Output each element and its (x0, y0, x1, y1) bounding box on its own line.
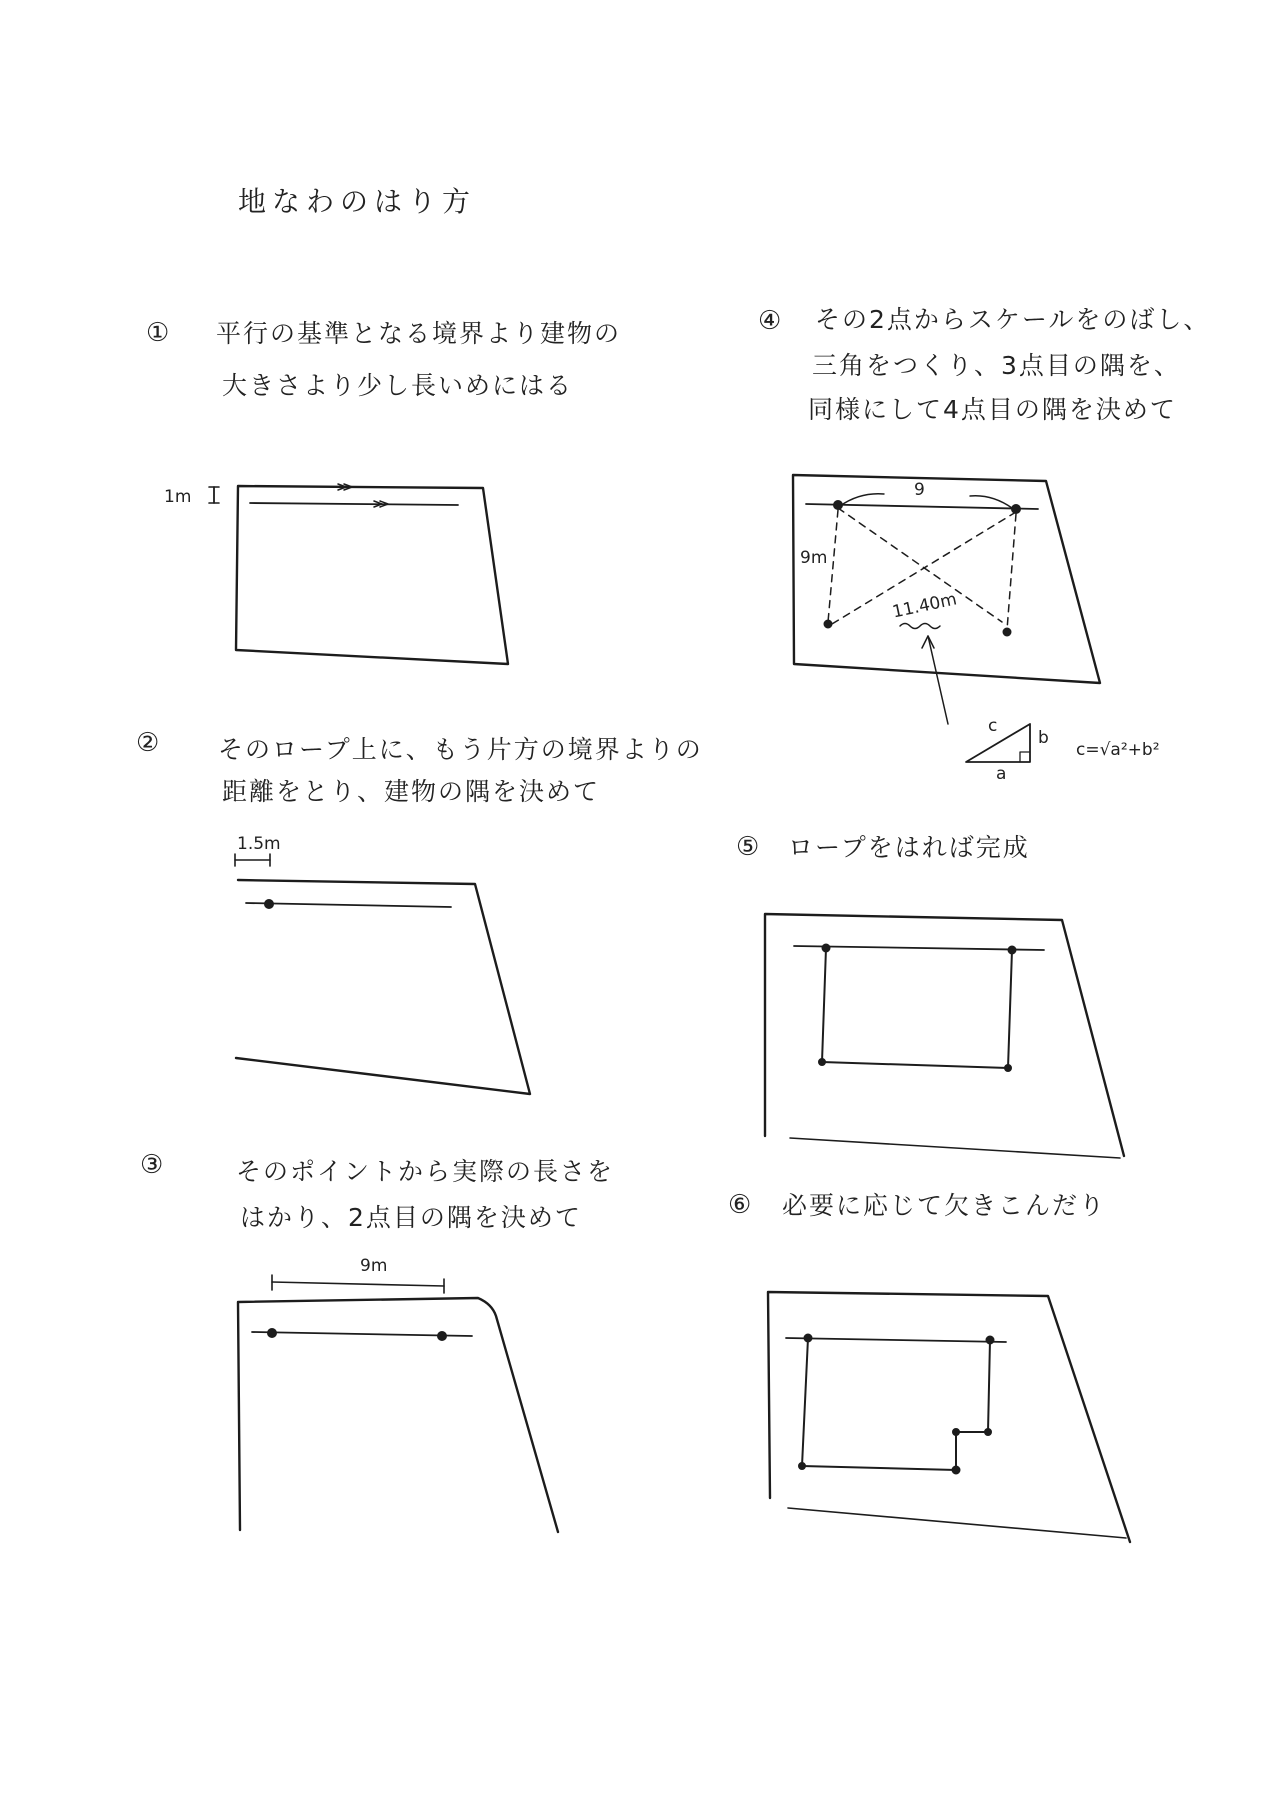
step-3-line-2: はかり、2点目の隅を決めて (240, 1203, 582, 1232)
step-6-number: ⑥ (728, 1190, 754, 1220)
rope-6 (786, 1338, 1006, 1342)
step-4-number: ④ (758, 306, 784, 336)
step-4-side-label: 9m (800, 548, 828, 568)
step-2-line-1: そのロープ上に、もう片方の境界よりの (218, 735, 703, 764)
step-4-line-2: 三角をつくり、3点目の隅を、 (812, 351, 1181, 380)
step-4-diagonal-label: 11.40m (890, 589, 959, 623)
step-1-line-2: 大きさより少し長いめにはる (222, 371, 574, 400)
notched-building-outline-6 (802, 1338, 990, 1470)
step-5-line-1: ロープをはれば完成 (788, 833, 1030, 862)
step-4-line-1: その2点からスケールをのばし、 (815, 305, 1211, 334)
step-1-number: ① (146, 318, 172, 348)
lot-outline-6 (768, 1292, 1130, 1542)
step-3-number: ③ (140, 1150, 166, 1180)
lot-bottom-edge-6 (788, 1508, 1126, 1538)
page-title: 地なわのはり方 (238, 185, 477, 218)
pythagoras-formula: c=√a²+b² (1076, 740, 1160, 760)
step-3-length-label: 9m (360, 1256, 388, 1276)
step-1-offset-label: 1m (164, 487, 192, 507)
step-6-line-1: 必要に応じて欠きこんだり (782, 1191, 1107, 1220)
triangle-label-c: c (988, 716, 998, 736)
step-2-distance-label: 1.5m (237, 834, 281, 854)
step-3-line-1: そのポイントから実際の長さを (236, 1157, 615, 1186)
step-2-line-2: 距離をとり、建物の隅を決めて (222, 777, 601, 806)
triangle-label-b: b (1038, 728, 1049, 748)
step-4-line-3: 同様にして4点目の隅を決めて (808, 395, 1177, 424)
step-5-number: ⑤ (736, 832, 762, 862)
step-1-line-1: 平行の基準となる境界より建物の (216, 319, 622, 348)
step-2-number: ② (136, 728, 162, 758)
triangle-label-a: a (996, 764, 1007, 784)
step-4-top-label: 9 (914, 480, 925, 500)
